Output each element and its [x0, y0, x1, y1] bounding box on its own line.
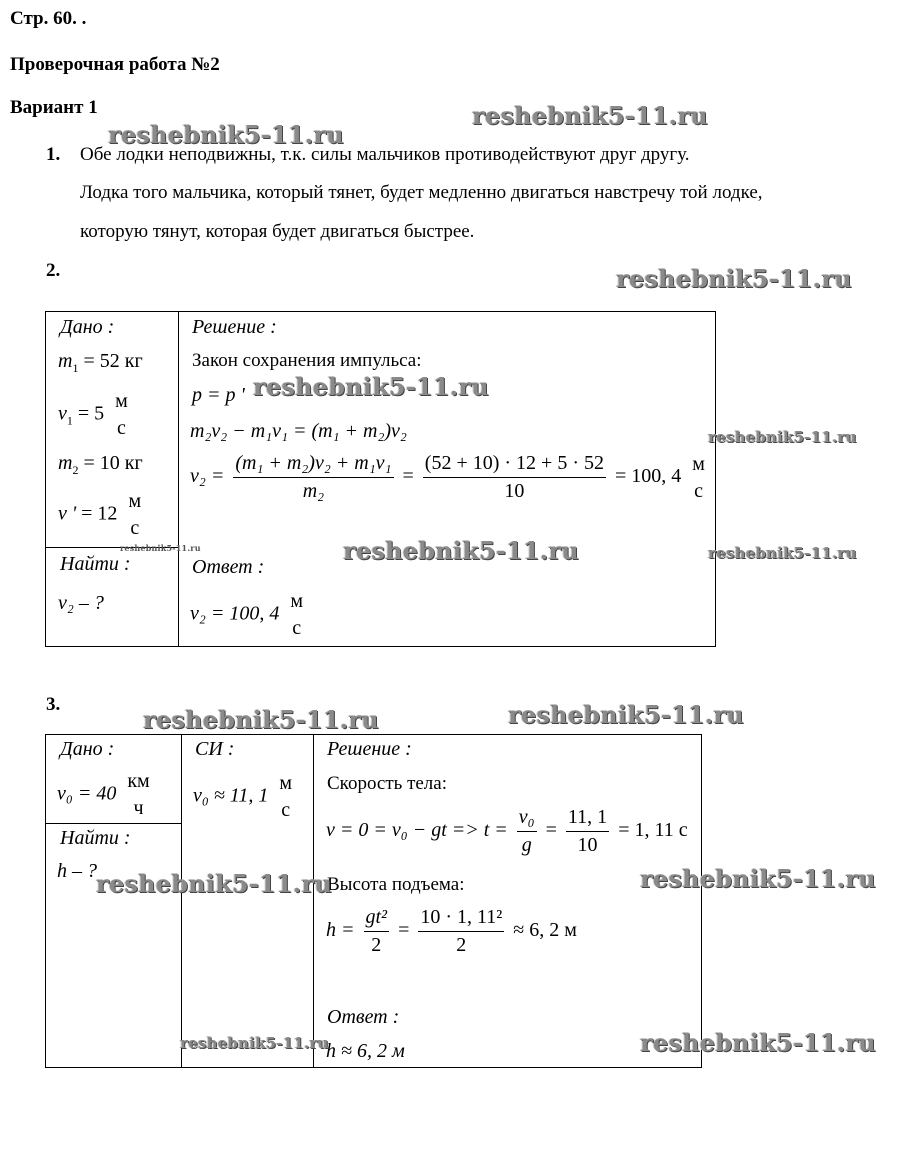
task1-line-3: которую тянут, которая будет двигаться быстрее. [80, 221, 475, 242]
eq3-frac1-num: (m₁ + m₂)v₂ + m₁v₁ [233, 452, 393, 478]
task2-number: 2. [46, 260, 61, 281]
watermark: reshebnik5-11.ru [120, 543, 201, 553]
task2-answer-unit [288, 590, 305, 640]
task3-eq2-frac1-num: gt² [364, 906, 390, 932]
task3-given-value: v₀ = 40 [57, 782, 117, 805]
task2-given-label: Дано : [60, 316, 115, 338]
task3-find-label: Найти : [60, 827, 131, 849]
task3-eq2-frac2-num: 10 · 1, 11² [418, 906, 504, 932]
task3-eq1-frac1-den: g [521, 834, 532, 856]
task3-height-label: Высота подъема: [327, 874, 465, 895]
task3-divider-vertical-2 [313, 734, 314, 1067]
task3-eq1-frac2-den: 10 [577, 834, 598, 856]
given-m2-unit: кг [124, 452, 143, 474]
given-vprime-unit-den: с [130, 517, 140, 539]
given-v1-unit-den: с [117, 417, 126, 439]
task2-answer-unit-num: м [290, 590, 303, 612]
task3-eq1-fraction-2 [566, 806, 609, 857]
task2-answer-label: Ответ : [192, 556, 265, 578]
given-vprime-value: = 12 [81, 502, 118, 525]
task2-answer-value: v₂ = 100, 4 [190, 602, 280, 625]
task3-eq1-frac1-num: v₀ [517, 806, 537, 832]
task3-eq2 [326, 906, 577, 957]
task3-given-unit-num: км [127, 770, 150, 792]
eq3-frac2-num: (52 + 10) · 12 + 5 · 52 [423, 452, 606, 478]
task3-find: h – ? [57, 860, 97, 882]
task3-given-unit-den: ч [133, 797, 144, 819]
watermark: reshebnik5-11.ru [508, 700, 744, 729]
given-v1-unit-num: м [115, 390, 128, 412]
given-m1-symbol: m [58, 350, 73, 372]
eq3-equals: = [402, 465, 414, 488]
task3-eq2-lhs: h = [326, 919, 355, 942]
watermark: reshebnik5-11.ru [708, 544, 857, 562]
watermark: reshebnik5-11.ru [253, 372, 489, 401]
given-m2-symbol: m [58, 452, 73, 474]
given-m1-sub: 1 [72, 361, 79, 375]
task2-find-label: Найти : [60, 553, 131, 575]
task2-given-m2 [58, 452, 143, 478]
watermark: reshebnik5-11.ru [343, 536, 579, 565]
given-v1-sub: 1 [66, 413, 73, 428]
eq3-unit [690, 453, 707, 503]
task3-si-unit [277, 772, 294, 822]
given-vprime-unit [126, 490, 143, 540]
watermark: reshebnik5-11.ru [96, 869, 332, 898]
task1-line-1: Обе лодки неподвижны, т.к. силы мальчиков противодействуют друг другу. [80, 144, 690, 165]
task3-eq1-equals: = [545, 819, 557, 842]
task2-answer-unit-den: с [292, 617, 302, 639]
task1-line-2: Лодка того мальчика, который тянет, будет медленно двигаться навстречу той лодке, [80, 182, 763, 203]
eq3-fraction-1 [233, 452, 393, 503]
given-vprime-symbol: v ' [58, 502, 77, 525]
task2-given-v1 [58, 390, 134, 440]
task3-solution-label: Решение : [327, 738, 412, 760]
task3-speed-label: Скорость тела: [327, 773, 447, 794]
watermark: reshebnik5-11.ru [616, 264, 852, 293]
task1-number: 1. [46, 144, 61, 165]
task3-divider-vertical-1 [181, 734, 182, 1067]
task2-solution-label: Решение : [192, 316, 277, 338]
task2-given-v-prime [58, 490, 147, 540]
given-vprime-unit-num: м [128, 490, 142, 512]
eq3-result: = 100, 4 [614, 465, 682, 488]
task3-eq1-frac2-num: 11, 1 [566, 806, 609, 832]
task3-eq2-frac1-den: 2 [371, 934, 382, 956]
task3-eq2-fraction-2 [418, 906, 504, 957]
task3-eq2-equals: = [398, 919, 410, 942]
given-v1-value: = 5 [77, 402, 105, 425]
watermark: reshebnik5-11.ru [180, 1034, 329, 1052]
eq3-fraction-2 [423, 452, 606, 503]
watermark: reshebnik5-11.ru [640, 864, 876, 893]
given-m2-sub: 2 [72, 463, 79, 477]
task2-law: Закон сохранения импульса: [192, 350, 422, 371]
watermark: reshebnik5-11.ru [472, 101, 708, 130]
task3-eq1-fraction-1 [517, 806, 537, 857]
task2-find: v₂ – ? [58, 592, 104, 614]
task2-eq2: m₂v₂ − m₁v₁ = (m₁ + m₂)v₂ [190, 420, 407, 442]
task2-given-m1 [58, 350, 143, 376]
task3-number: 3. [46, 694, 61, 715]
task3-answer-label: Ответ : [327, 1006, 400, 1028]
watermark: reshebnik5-11.ru [108, 120, 344, 149]
eq3-frac2-den: 10 [504, 480, 525, 502]
task3-eq2-result: ≈ 6, 2 м [513, 919, 577, 942]
task3-answer: h ≈ 6, 2 м [326, 1040, 405, 1062]
task3-eq2-fraction-1 [364, 906, 390, 957]
task3-si-label: СИ : [195, 738, 235, 760]
given-m1-value: = 52 [83, 350, 120, 372]
task2-eq1: p = p ' [192, 384, 245, 406]
task3-si-unit-den: с [281, 799, 291, 821]
task3-eq2-frac2-den: 2 [456, 934, 467, 956]
task3-si [193, 772, 298, 822]
task3-given-unit [125, 770, 151, 820]
task3-si-unit-num: м [279, 772, 292, 794]
task2-answer [190, 590, 309, 640]
task3-given-label: Дано : [60, 738, 115, 760]
watermark: reshebnik5-11.ru [143, 705, 379, 734]
section-title: Проверочная работа №2 [10, 54, 220, 75]
given-m2-value: = 10 [83, 452, 120, 474]
task3-eq1-lhs: v = 0 = v₀ − gt => t = [326, 819, 508, 842]
given-m1-unit: кг [124, 350, 143, 372]
eq3-unit-num: м [692, 452, 705, 475]
task3-eq1 [326, 806, 688, 857]
variant-title: Вариант 1 [10, 97, 98, 118]
eq3-unit-den: с [694, 479, 704, 502]
task2-divider-vertical [178, 311, 179, 646]
task3-divider-horizontal [45, 823, 182, 824]
given-v1-unit [113, 390, 130, 440]
given-v1-symbol: v [58, 402, 67, 425]
watermark: reshebnik5-11.ru [708, 428, 857, 446]
task2-eq3 [190, 452, 711, 503]
watermark: reshebnik5-11.ru [640, 1028, 876, 1057]
eq3-frac1-den: m₂ [302, 480, 325, 502]
task3-eq1-result: = 1, 11 с [618, 819, 688, 842]
task3-given [57, 770, 156, 820]
task3-si-value: v₀ ≈ 11, 1 [193, 784, 269, 807]
eq3-lhs: v₂ = [190, 465, 225, 488]
page-title: Стр. 60. . [10, 8, 87, 29]
